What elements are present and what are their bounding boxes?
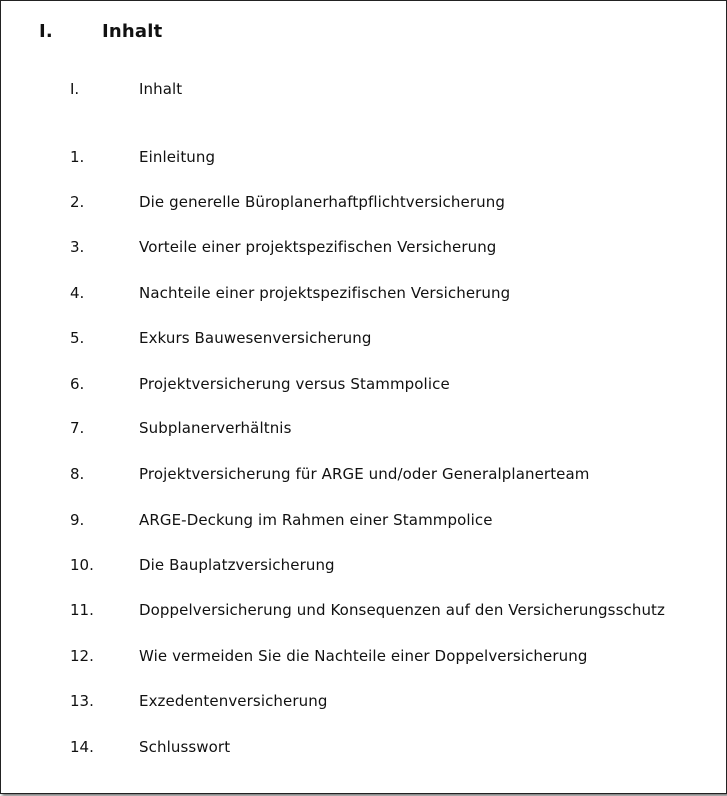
toc-item-label: Subplanerverhältnis [139,419,292,437]
toc-item-11 [1,599,726,621]
toc-item-10 [1,554,726,576]
toc-item-label: Exzedentenversicherung [139,692,328,710]
table-of-contents [1,1,726,793]
toc-item-label: Vorteile einer projektspezifischen Versicherung [139,238,497,256]
toc-item-3 [1,236,726,258]
toc-item-number: 11. [70,601,94,619]
toc-item-inhalt [1,78,726,100]
toc-item-number: 8. [70,465,85,483]
toc-item-label: Projektversicherung für ARGE und/oder Generalplanerteam [139,465,590,483]
toc-item-1 [1,146,726,168]
toc-item-label: Die generelle Büroplanerhaftpflichtversicherung [139,193,505,211]
section-number: I. [39,21,53,42]
toc-item-label: Inhalt [139,80,183,98]
toc-item-label: Nachteile einer projektspezifischen Versicherung [139,284,511,302]
toc-item-number: 1. [70,148,85,166]
section-title: Inhalt [102,21,163,42]
toc-item-5 [1,327,726,349]
toc-item-6 [1,373,726,395]
toc-item-number: 13. [70,692,94,710]
toc-item-number: I. [70,80,80,98]
toc-item-number: 14. [70,738,94,756]
toc-item-number: 4. [70,284,85,302]
toc-item-14 [1,736,726,758]
toc-item-number: 9. [70,511,85,529]
toc-item-label: ARGE-Deckung im Rahmen einer Stammpolice [139,511,493,529]
toc-item-label: Einleitung [139,148,216,166]
toc-item-number: 3. [70,238,85,256]
toc-item-number: 10. [70,556,94,574]
toc-item-number: 7. [70,419,85,437]
toc-item-13 [1,690,726,712]
toc-item-label: Projektversicherung versus Stammpolice [139,375,450,393]
toc-item-label: Exkurs Bauwesenversicherung [139,329,372,347]
toc-item-number: 6. [70,375,85,393]
toc-item-number: 5. [70,329,85,347]
toc-item-12 [1,645,726,667]
toc-item-label: Die Bauplatzversicherung [139,556,335,574]
toc-item-2 [1,191,726,213]
toc-item-4 [1,282,726,304]
toc-item-number: 12. [70,647,94,665]
toc-item-8 [1,463,726,485]
toc-item-9 [1,509,726,531]
toc-item-7 [1,417,726,439]
toc-item-number: 2. [70,193,85,211]
toc-item-label: Doppelversicherung und Konsequenzen auf den Versicherungsschutz [139,601,666,619]
toc-item-label: Wie vermeiden Sie die Nachteile einer Doppelversicherung [139,647,588,665]
toc-item-label: Schlusswort [139,738,231,756]
